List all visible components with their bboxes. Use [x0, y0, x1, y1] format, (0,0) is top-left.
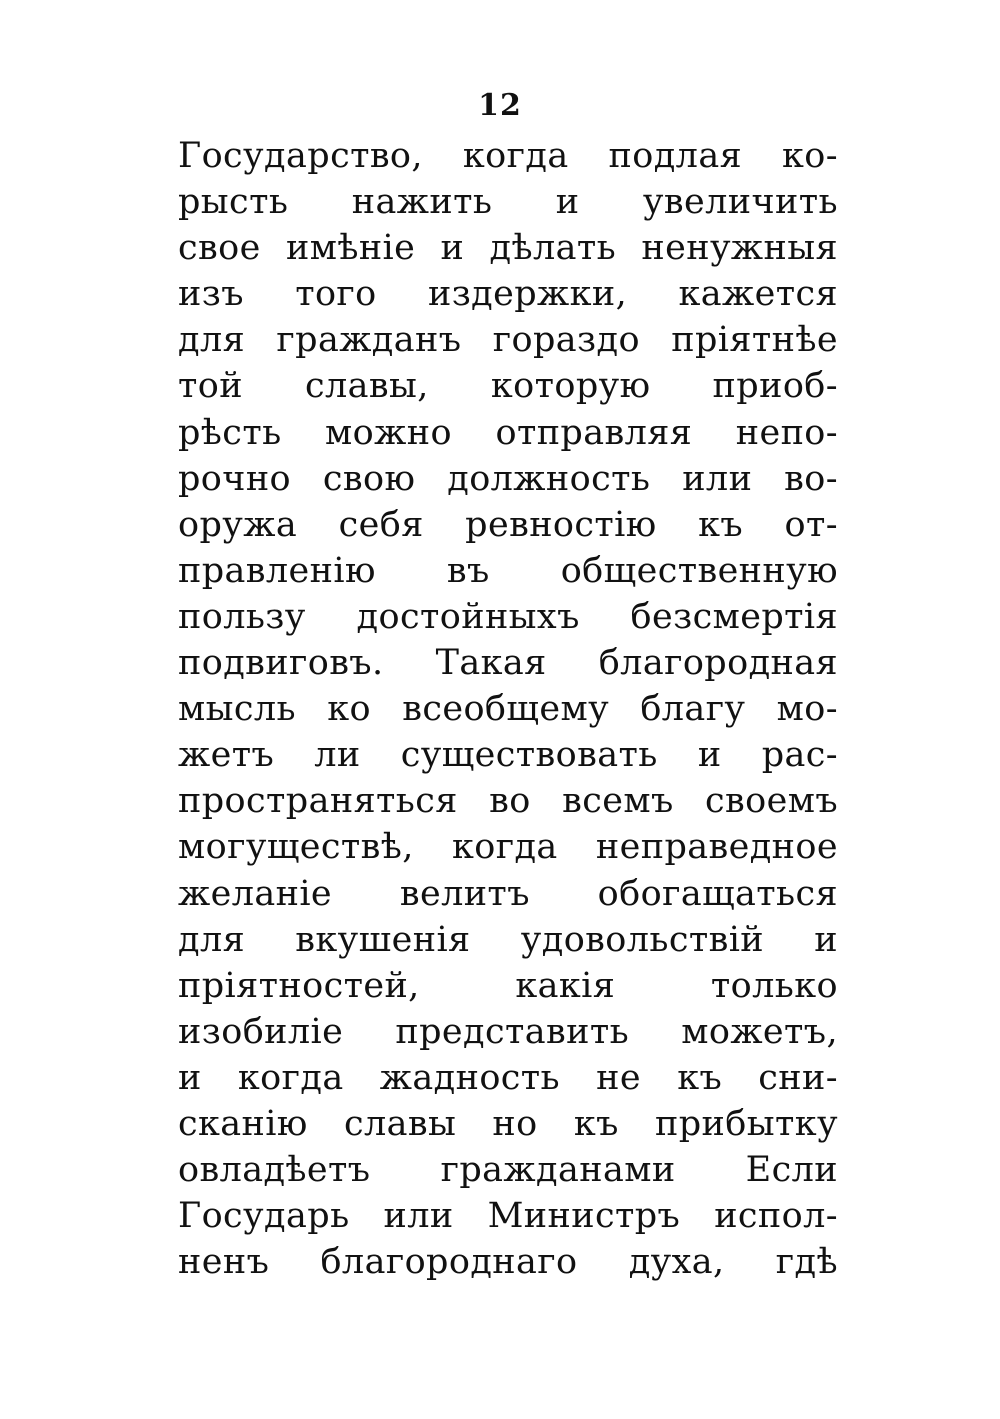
- text-line: овладѣетъ гражданами Если: [178, 1150, 838, 1191]
- text-line: мысль ко всеобщему благу мо-: [178, 689, 838, 730]
- text-line: жетъ ли существовать и рас-: [178, 735, 838, 776]
- text-line: сканію славы но къ прибытку: [178, 1103, 838, 1144]
- text-line: пріятностей, какія только: [178, 965, 838, 1006]
- page-number: 12: [478, 88, 522, 123]
- text-line: ненъ благороднаго духа, гдѣ: [178, 1242, 838, 1283]
- text-line: рочно свою должность или во-: [178, 458, 838, 499]
- body-text: [178, 133, 838, 1285]
- text-line: рѣсть можно отправляя непо-: [178, 412, 838, 453]
- text-line: изобиліе представить можетъ,: [178, 1011, 838, 1052]
- text-line: оружа себя ревностію къ от-: [178, 504, 838, 545]
- text-line: пространяться во всемъ своемъ: [178, 781, 838, 822]
- text-line: Государь или Министръ испол-: [178, 1196, 838, 1237]
- text-line: и когда жадность не къ сни-: [178, 1057, 838, 1098]
- text-line: той славы, которую приоб-: [178, 366, 838, 407]
- text-line: могуществѣ, когда неправедное: [178, 827, 838, 868]
- text-line: подвиговъ. Такая благородная: [178, 643, 838, 684]
- text-line: правленію въ общественную: [178, 550, 838, 591]
- text-line: изъ того издержки, кажется: [178, 274, 838, 315]
- text-line: рысть нажить и увеличить: [178, 182, 838, 223]
- text-line: пользу достойныхъ безсмертія: [178, 596, 838, 637]
- text-line: для вкушенія удовольствій и: [178, 919, 838, 960]
- text-line: свое имѣніе и дѣлать ненужныя: [178, 228, 838, 269]
- text-line: желаніе велитъ обогащаться: [178, 873, 838, 914]
- text-line: для гражданъ гораздо пріятнѣе: [178, 320, 838, 361]
- text-line: Государство, когда подлая ко-: [178, 136, 838, 176]
